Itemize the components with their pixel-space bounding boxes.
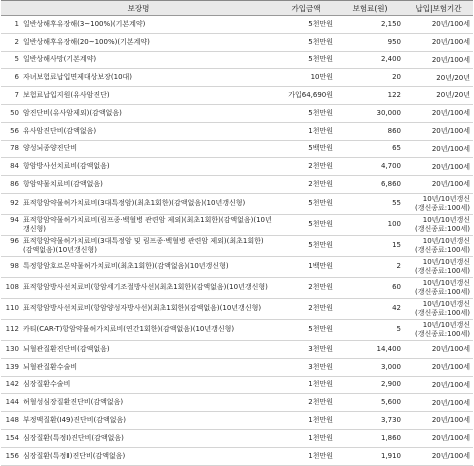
table-row bbox=[1, 122, 473, 140]
premium-cell: 5,600 bbox=[336, 394, 404, 412]
coverage-name: 표적항암방사선치료비(항암세기조절방사선)(최초1회한)(감액없음)(10년갱신형) bbox=[23, 283, 268, 292]
coverage-number: 7 bbox=[14, 91, 19, 100]
term-text: 20년/100세 bbox=[431, 180, 470, 189]
term-text: 10년/10년갱신 bbox=[422, 300, 470, 309]
coverage-name-cell bbox=[1, 256, 276, 277]
term-cell bbox=[404, 319, 473, 340]
term-text: 20년/100세 bbox=[431, 20, 470, 29]
term-cell bbox=[404, 412, 473, 430]
premium-cell: 65 bbox=[336, 140, 404, 158]
table-row bbox=[1, 33, 473, 51]
coverage-name-cell bbox=[1, 298, 276, 319]
term-cell bbox=[404, 235, 473, 256]
coverage-number: 5 bbox=[14, 55, 19, 64]
amount-cell: 5천만원 bbox=[276, 33, 336, 51]
table-row bbox=[1, 256, 473, 277]
premium-cell: 2,400 bbox=[336, 51, 404, 69]
coverage-name-cell bbox=[1, 16, 276, 34]
coverage-name: 일반상해후유장해(3~100%)(기본계약) bbox=[23, 19, 146, 28]
coverage-name-cell bbox=[1, 158, 276, 176]
premium-cell: 14,400 bbox=[336, 340, 404, 358]
premium-cell: 950 bbox=[336, 33, 404, 51]
term-cell bbox=[404, 158, 473, 176]
term-text: 10년/10년갱신 bbox=[422, 237, 470, 246]
term-cell bbox=[404, 69, 473, 87]
coverage-number: 108 bbox=[5, 283, 19, 292]
amount-cell: 5백만원 bbox=[276, 140, 336, 158]
header-coverage-name: 보장명 bbox=[1, 1, 276, 16]
term-cell bbox=[404, 87, 473, 105]
term-text: 20년/100세 bbox=[431, 126, 470, 135]
term-cell bbox=[404, 277, 473, 298]
premium-cell: 3,000 bbox=[336, 358, 404, 376]
coverage-name: 허혈성심장질환진단비(감액없음) bbox=[23, 398, 124, 407]
term-cell bbox=[404, 122, 473, 140]
table-row bbox=[1, 140, 473, 158]
term-text: 10년/10년갱신 bbox=[422, 258, 470, 267]
coverage-name: 보험료납입지원(유사암진단) bbox=[23, 91, 110, 100]
amount-cell: 5천만원 bbox=[276, 193, 336, 214]
coverage-number: 6 bbox=[14, 73, 19, 82]
coverage-name-cell bbox=[1, 87, 276, 105]
premium-cell: 5 bbox=[336, 319, 404, 340]
coverage-number: 2 bbox=[14, 37, 19, 46]
coverage-name-cell bbox=[1, 358, 276, 376]
term-text: 20년/100세 bbox=[431, 451, 470, 460]
term-cell bbox=[404, 51, 473, 69]
coverage-number: 94 bbox=[10, 215, 19, 224]
term-cell bbox=[404, 429, 473, 447]
term-text: 20년/20년 bbox=[436, 73, 470, 82]
coverage-name: 일반상해사망(기본계약) bbox=[23, 55, 97, 64]
coverage-name: 항암방사선치료비(감액없음) bbox=[23, 162, 110, 171]
amount-cell: 1천만원 bbox=[276, 412, 336, 430]
table-row bbox=[1, 104, 473, 122]
amount-cell: 10만원 bbox=[276, 69, 336, 87]
coverage-number: 96 bbox=[10, 236, 19, 245]
table-row bbox=[1, 319, 473, 340]
amount-cell: 5천만원 bbox=[276, 235, 336, 256]
coverage-name: 심장질환(특정Ⅱ)진단비(감액없음) bbox=[23, 451, 126, 460]
term-cell bbox=[404, 358, 473, 376]
premium-cell: 2,900 bbox=[336, 376, 404, 394]
amount-cell: 5천만원 bbox=[276, 16, 336, 34]
coverage-number: 92 bbox=[10, 199, 19, 208]
premium-cell: 100 bbox=[336, 214, 404, 235]
coverage-name: 양성뇌종양진단비 bbox=[23, 144, 78, 153]
coverage-name: 뇌혈관질환수술비 bbox=[23, 362, 78, 371]
table-row bbox=[1, 447, 473, 465]
term-text: 20년/100세 bbox=[431, 362, 470, 371]
renewal-end-text: (갱신종료:100세) bbox=[415, 203, 470, 212]
table-row bbox=[1, 358, 473, 376]
header-amount: 가입금액 bbox=[276, 1, 336, 16]
term-cell bbox=[404, 104, 473, 122]
term-text: 20년/100세 bbox=[431, 109, 470, 118]
amount-cell: 2천만원 bbox=[276, 158, 336, 176]
term-cell bbox=[404, 214, 473, 235]
term-cell bbox=[404, 376, 473, 394]
table-header-row bbox=[1, 1, 473, 16]
coverage-number: 148 bbox=[5, 416, 19, 425]
coverage-number: 154 bbox=[5, 433, 19, 442]
amount-cell: 2천만원 bbox=[276, 298, 336, 319]
amount-cell: 1천만원 bbox=[276, 122, 336, 140]
premium-cell: 4,700 bbox=[336, 158, 404, 176]
coverage-name: 일반상해후유장해(20~100%)(기본계약) bbox=[23, 37, 150, 46]
coverage-name: 카티(CAR-T)항암약물허가치료비(연간1회한)(감액없음)(10년갱신형) bbox=[23, 325, 235, 334]
amount-cell: 1천만원 bbox=[276, 447, 336, 465]
renewal-end-text: (갱신종료:100세) bbox=[415, 224, 470, 233]
coverage-name: 유사암진단비(감액없음) bbox=[23, 126, 97, 135]
coverage-number: 86 bbox=[10, 180, 19, 189]
coverage-name-cell bbox=[1, 394, 276, 412]
premium-cell: 60 bbox=[336, 277, 404, 298]
renewal-end-text: (갱신종료:100세) bbox=[415, 308, 470, 317]
amount-cell: 5천만원 bbox=[276, 104, 336, 122]
coverage-name: 특정항암호르몬약물허가치료비(최초1회한)(감액없음)(10년갱신형) bbox=[23, 262, 229, 271]
amount-cell: 3천만원 bbox=[276, 358, 336, 376]
term-cell bbox=[404, 16, 473, 34]
coverage-number: 78 bbox=[10, 144, 19, 153]
coverage-name: 부정맥질환(I49)진단비(감액없음) bbox=[23, 416, 127, 425]
term-cell bbox=[404, 33, 473, 51]
table-row bbox=[1, 214, 473, 235]
premium-cell: 6,860 bbox=[336, 176, 404, 194]
coverage-name: 암진단비(유사암제외)(감액없음) bbox=[23, 108, 122, 117]
coverage-name-cell bbox=[1, 193, 276, 214]
term-cell bbox=[404, 394, 473, 412]
term-cell bbox=[404, 298, 473, 319]
amount-cell: 1천만원 bbox=[276, 429, 336, 447]
premium-cell: 55 bbox=[336, 193, 404, 214]
amount-cell: 1천만원 bbox=[276, 376, 336, 394]
amount-cell: 1백만원 bbox=[276, 256, 336, 277]
coverage-name-cell bbox=[1, 140, 276, 158]
term-cell bbox=[404, 256, 473, 277]
coverage-name-cell bbox=[1, 319, 276, 340]
table-body bbox=[1, 16, 473, 466]
coverage-name-cell bbox=[1, 412, 276, 430]
coverage-number: 110 bbox=[5, 304, 19, 313]
term-text: 20년/100세 bbox=[431, 55, 470, 64]
term-text: 20년/20년 bbox=[436, 91, 470, 100]
term-text: 20년/100세 bbox=[431, 37, 470, 46]
term-cell bbox=[404, 140, 473, 158]
coverage-name: 표적항암방사선치료비(항암양성자방사선)(최초1회한)(감액없음)(10년갱신형) bbox=[23, 304, 262, 313]
coverage-number: 56 bbox=[10, 126, 19, 135]
coverage-name-cell bbox=[1, 51, 276, 69]
table-row bbox=[1, 69, 473, 87]
table-row bbox=[1, 298, 473, 319]
premium-cell: 42 bbox=[336, 298, 404, 319]
term-text: 10년/10년갱신 bbox=[422, 321, 470, 330]
term-text: 20년/100세 bbox=[431, 398, 470, 407]
coverage-name-cell bbox=[1, 214, 276, 235]
term-text: 20년/100세 bbox=[431, 434, 470, 443]
renewal-end-text: (갱신종료:100세) bbox=[415, 245, 470, 254]
amount-cell: 5천만원 bbox=[276, 51, 336, 69]
coverage-number: 139 bbox=[5, 362, 19, 371]
term-cell bbox=[404, 193, 473, 214]
term-cell bbox=[404, 447, 473, 465]
coverage-name: 심장질환수술비 bbox=[23, 380, 71, 389]
coverage-name-cell bbox=[1, 176, 276, 194]
amount-cell: 가입64,690원 bbox=[276, 87, 336, 105]
table-row bbox=[1, 235, 473, 256]
coverage-name: 자녀보험료납입면제대상보장(10대) bbox=[23, 73, 133, 82]
renewal-end-text: (갱신종료:100세) bbox=[415, 329, 470, 338]
coverage-number: 84 bbox=[10, 162, 19, 171]
premium-cell: 1,910 bbox=[336, 447, 404, 465]
table-row bbox=[1, 16, 473, 34]
coverage-number: 1 bbox=[14, 19, 19, 28]
term-text: 20년/100세 bbox=[431, 416, 470, 425]
table-row bbox=[1, 176, 473, 194]
term-text: 20년/100세 bbox=[431, 380, 470, 389]
header-premium: 보험료(원) bbox=[336, 1, 404, 16]
coverage-name-cell bbox=[1, 122, 276, 140]
term-text: 10년/10년갱신 bbox=[422, 216, 470, 225]
coverage-number: 156 bbox=[5, 451, 19, 460]
coverage-number: 112 bbox=[5, 325, 19, 334]
premium-cell: 30,000 bbox=[336, 104, 404, 122]
amount-cell: 2천만원 bbox=[276, 394, 336, 412]
renewal-end-text: (갱신종료:100세) bbox=[415, 287, 470, 296]
coverage-name-cell bbox=[1, 277, 276, 298]
premium-cell: 122 bbox=[336, 87, 404, 105]
table-row bbox=[1, 376, 473, 394]
table-row bbox=[1, 394, 473, 412]
coverage-name: 표적항암약물허가치료비(3대특정암)(최초1회한)(감액없음)(10년갱신형) bbox=[23, 199, 246, 208]
coverage-name-cell bbox=[1, 447, 276, 465]
term-text: 20년/100세 bbox=[431, 162, 470, 171]
coverage-name-cell bbox=[1, 104, 276, 122]
coverage-number: 142 bbox=[5, 380, 19, 389]
term-text: 20년/100세 bbox=[431, 144, 470, 153]
coverage-name: 뇌혈관질환진단비(감액없음) bbox=[23, 344, 110, 353]
coverage-number: 130 bbox=[5, 344, 19, 353]
coverage-name: 항암약물치료비(감액없음) bbox=[23, 180, 103, 189]
table-row bbox=[1, 87, 473, 105]
coverage-name-cell bbox=[1, 376, 276, 394]
coverage-number: 50 bbox=[10, 108, 19, 117]
premium-cell: 15 bbox=[336, 235, 404, 256]
table-row bbox=[1, 158, 473, 176]
coverage-name-cell bbox=[1, 69, 276, 87]
amount-cell: 5천만원 bbox=[276, 214, 336, 235]
coverage-number: 144 bbox=[5, 398, 19, 407]
header-term: 납입|보험기간 bbox=[404, 1, 473, 16]
table-row bbox=[1, 51, 473, 69]
premium-cell: 2,150 bbox=[336, 16, 404, 34]
amount-cell: 2천만원 bbox=[276, 176, 336, 194]
premium-cell: 2 bbox=[336, 256, 404, 277]
term-text: 10년/10년갱신 bbox=[422, 279, 470, 288]
table-row bbox=[1, 193, 473, 214]
renewal-end-text: (갱신종료:100세) bbox=[415, 266, 470, 275]
coverage-number: 98 bbox=[10, 262, 19, 271]
premium-cell: 1,860 bbox=[336, 429, 404, 447]
coverage-name-cell bbox=[1, 33, 276, 51]
term-text: 10년/10년갱신 bbox=[422, 195, 470, 204]
premium-cell: 3,730 bbox=[336, 412, 404, 430]
term-text: 20년/100세 bbox=[431, 345, 470, 354]
coverage-name-cell bbox=[1, 340, 276, 358]
premium-cell: 860 bbox=[336, 122, 404, 140]
table-row bbox=[1, 277, 473, 298]
term-cell bbox=[404, 340, 473, 358]
amount-cell: 2천만원 bbox=[276, 277, 336, 298]
coverage-name: 심장질환(특정Ⅰ)진단비(감액없음) bbox=[23, 433, 124, 442]
term-cell bbox=[404, 176, 473, 194]
coverage-name: 표적항암약물허가치료비(3대특정암 및 림프종·백혈병 관련암 제외)(최초1회한)(감액없음)(10년갱신형) bbox=[23, 236, 264, 254]
coverage-table bbox=[1, 0, 473, 466]
amount-cell: 3천만원 bbox=[276, 340, 336, 358]
table-row bbox=[1, 340, 473, 358]
premium-cell: 20 bbox=[336, 69, 404, 87]
amount-cell: 5천만원 bbox=[276, 319, 336, 340]
table-row bbox=[1, 412, 473, 430]
coverage-name: 표적항암약물허가치료비(림프종·백혈병 관련암 제외)(최초1회한)(감액없음)(10년갱신형) bbox=[23, 215, 272, 233]
coverage-name-cell bbox=[1, 235, 276, 256]
coverage-name-cell bbox=[1, 429, 276, 447]
table-row bbox=[1, 429, 473, 447]
